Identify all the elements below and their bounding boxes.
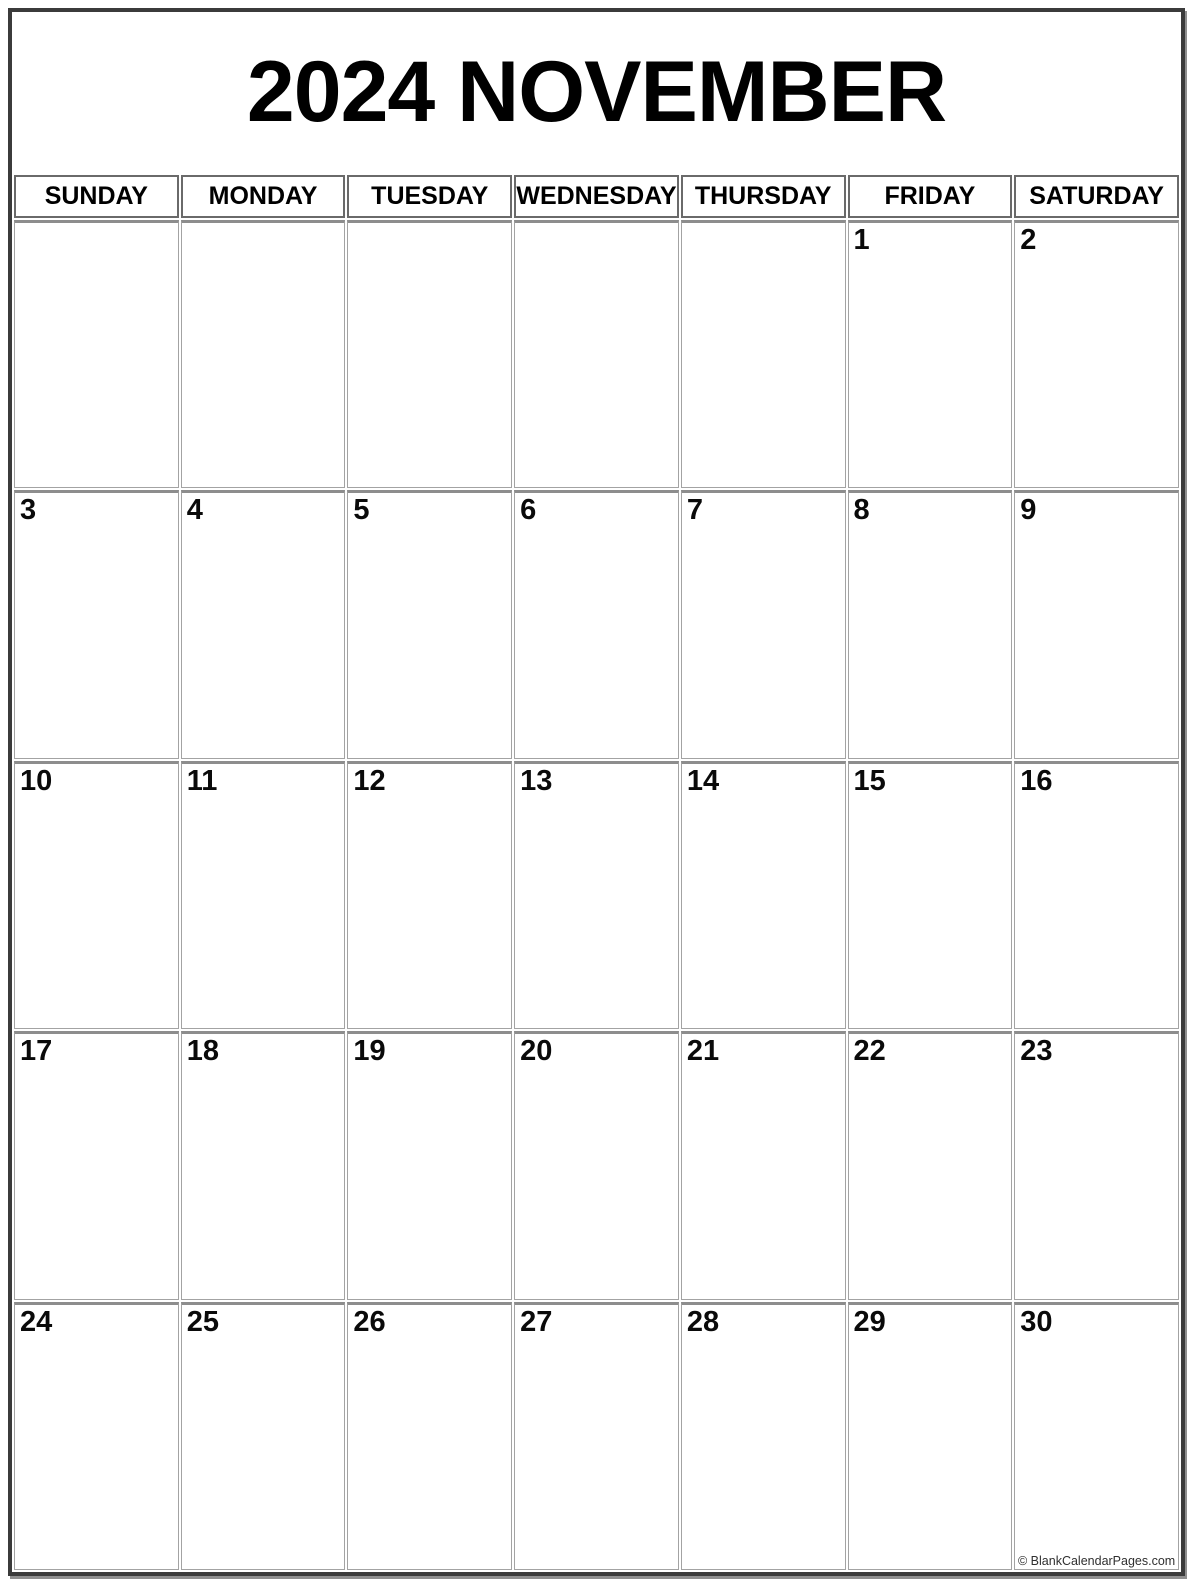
calendar-cell <box>681 761 846 1029</box>
calendar-cell <box>14 490 179 758</box>
weekday-header-tuesday: TUESDAY <box>347 175 512 218</box>
calendar-cell <box>681 220 846 488</box>
watermark: © BlankCalendarPages.com <box>1018 1554 1176 1568</box>
date-number: 1 <box>853 224 870 256</box>
date-number: 9 <box>1020 494 1037 527</box>
calendar-cell <box>681 1031 846 1299</box>
calendar-cell <box>14 1302 179 1570</box>
calendar-cell <box>848 490 1013 758</box>
date-number <box>682 223 845 225</box>
week-row <box>14 761 1179 1029</box>
weekday-header-saturday: SATURDAY <box>1014 175 1179 218</box>
calendar-cell <box>681 490 846 758</box>
weekday-header-friday: FRIDAY <box>848 175 1013 218</box>
date-number: 7 <box>686 494 703 527</box>
calendar-cell <box>181 490 346 758</box>
calendar-cell <box>347 1302 512 1570</box>
date-number: 14 <box>686 764 720 797</box>
calendar-cell <box>848 220 1013 488</box>
page-title: 2024 NOVEMBER <box>246 44 947 140</box>
date-number: 28 <box>686 1305 720 1338</box>
date-number: 23 <box>1020 1035 1053 1068</box>
weekday-header-sunday: SUNDAY <box>14 175 179 218</box>
date-number: 29 <box>853 1305 886 1338</box>
date-number: 13 <box>520 764 553 797</box>
calendar-cell <box>848 761 1013 1029</box>
calendar-cell <box>14 220 179 488</box>
date-number: 4 <box>186 494 203 527</box>
weekday-header-thursday: THURSDAY <box>681 175 846 218</box>
calendar-cell <box>14 761 179 1029</box>
date-number: 20 <box>520 1035 553 1068</box>
date-number <box>15 223 178 225</box>
date-number: 12 <box>353 764 386 797</box>
date-number: 25 <box>186 1305 219 1338</box>
calendar-cell <box>1014 1031 1179 1299</box>
calendar-cell <box>1014 761 1179 1029</box>
date-number: 11 <box>186 764 218 797</box>
date-number <box>515 223 678 225</box>
date-number: 21 <box>686 1035 720 1068</box>
weekday-header-monday: MONDAY <box>181 175 346 218</box>
calendar-cell <box>514 1031 679 1299</box>
date-number: 19 <box>353 1035 386 1068</box>
date-number: 17 <box>20 1035 53 1068</box>
calendar-cell <box>848 1031 1013 1299</box>
calendar-cell <box>514 1302 679 1570</box>
calendar-cell <box>347 761 512 1029</box>
calendar-cell <box>181 1302 346 1570</box>
calendar-cell <box>181 1031 346 1299</box>
week-row <box>14 490 1179 758</box>
calendar-page <box>8 8 1185 1576</box>
date-number: 10 <box>20 764 53 797</box>
calendar-grid <box>12 173 1181 1572</box>
calendar-cell <box>681 1302 846 1570</box>
week-row <box>14 220 1179 488</box>
calendar-cell <box>347 1031 512 1299</box>
calendar-cell <box>1014 220 1179 488</box>
date-number: 18 <box>186 1035 219 1068</box>
date-number: 5 <box>353 494 370 527</box>
calendar-cell <box>347 490 512 758</box>
weekday-header-wednesday: WEDNESDAY <box>514 175 679 218</box>
date-number: 22 <box>853 1035 886 1068</box>
date-number: 24 <box>20 1305 53 1338</box>
calendar-cell <box>181 761 346 1029</box>
date-number: 26 <box>353 1305 386 1338</box>
calendar-cell <box>181 220 346 488</box>
calendar-cell <box>848 1302 1013 1570</box>
date-number: 15 <box>853 764 886 797</box>
calendar-cell <box>514 761 679 1029</box>
week-row <box>14 1302 1179 1570</box>
week-row <box>14 1031 1179 1299</box>
calendar-cell <box>1014 1302 1179 1570</box>
date-number <box>182 223 345 225</box>
date-number: 8 <box>853 494 870 527</box>
date-number: 27 <box>520 1305 553 1338</box>
date-number: 3 <box>20 494 37 527</box>
date-number: 30 <box>1020 1305 1053 1338</box>
date-number <box>348 223 511 225</box>
date-number: 2 <box>1020 224 1037 256</box>
date-number: 6 <box>520 494 537 527</box>
calendar-cell <box>514 220 679 488</box>
calendar-cell <box>514 490 679 758</box>
weekday-header-row <box>14 175 1179 218</box>
date-number: 16 <box>1020 764 1053 797</box>
calendar-cell <box>347 220 512 488</box>
calendar-cell <box>1014 490 1179 758</box>
calendar-cell <box>14 1031 179 1299</box>
